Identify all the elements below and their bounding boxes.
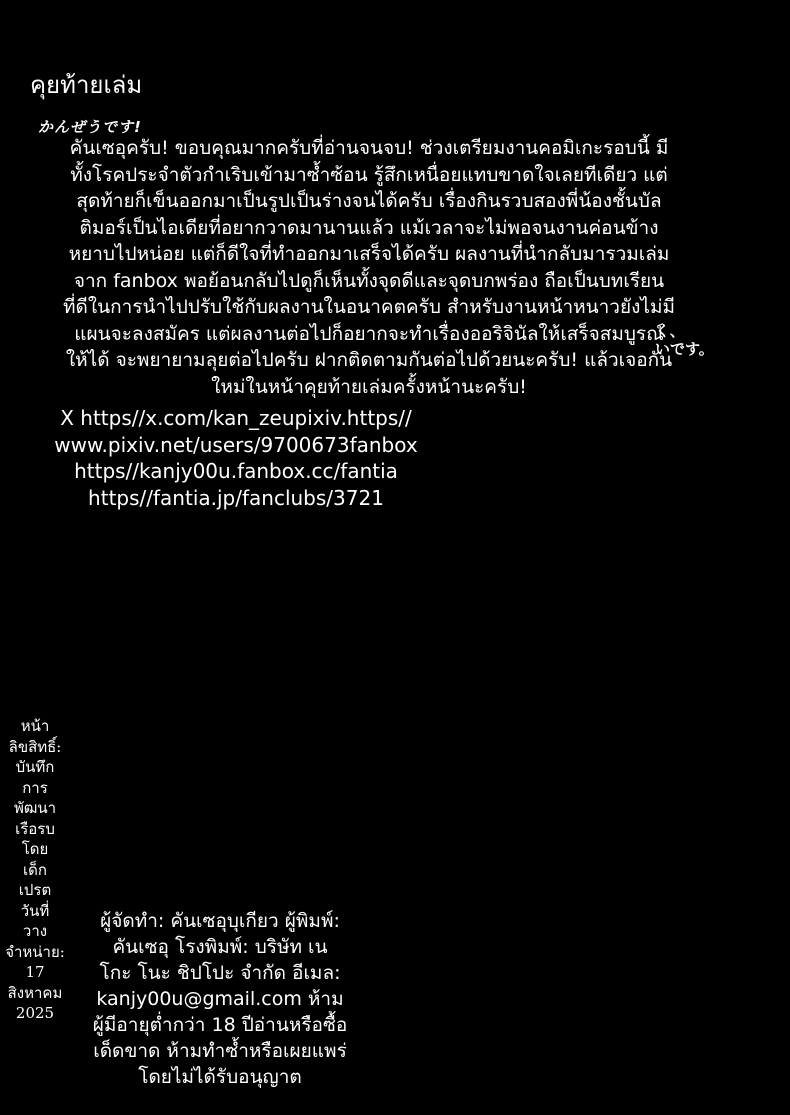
rights-line: บันทึก [15,758,55,776]
rights-line: 2025 [15,1004,55,1022]
credits-line: kanjy00u@gmail.com ห้าม [96,988,344,1010]
link-line: www.pixiv.net/users/9700673fanbox [54,432,418,457]
publication-credits [75,908,365,1090]
rights-line: 17 [25,963,45,981]
link-line: X https//x.com/kan_zeupixiv.https// [60,406,412,430]
page-title: คุยท้ายเล่ม [30,71,143,99]
afterword-message [24,135,714,400]
rights-line: ลิขสิทธิ์: [8,737,62,756]
rights-line: เรือรบ [15,819,55,838]
message-line: ติมอร์เป็นไอเดียที่อยากวาดมานานแล้ว แม้เวลาจะไม่พอจนงานค่อนข้าง [79,216,659,239]
rights-line: โดย [21,840,49,858]
message-line: แผนจะลงสมัคร แต่ผลงานต่อไปก็อยากจะทำเรื่องออริจินัลให้เสร็จสมบูรณ์ [74,322,664,345]
message-line: ที่ดีในการนำไปปรับใช้กับผลงานในอนาคตครับ สำหรับงานหน้าหนาวยังไม่มี [63,296,675,318]
message-line: หยาบไปหน่อย แต่ก็ดีใจที่ทำออกมาเสร็จได้ครับ ผลงานที่นำกลับมารวมเล่ม [68,243,670,265]
rights-line: สิงหาคม [7,983,63,1002]
message-line: ทั้งโรคประจำตัวกำเริบเข้ามาซ้ำซ้อน รู้สึกเหนื่อยแทบขาดใจเลยทีเดียว แต่ [70,163,668,186]
link-line: https//fantia.jp/fanclubs/3721 [88,485,384,510]
rights-line: จำหน่าย: [5,942,65,961]
japanese-side-line: く、 [655,322,685,340]
message-line: สุดท้ายก็เข็นออกมาเป็นรูปเป็นร่างจนได้ครับ เรื่องกินรวบสองพี่น้องชั้นบัล [76,190,662,212]
rights-line: พัฒนา [13,799,57,817]
credits-line: เด็ดขาด ห้ามทำซ้ำหรือเผยแพร่ [93,1040,347,1062]
message-line: จาก fanbox พอย้อนกลับไปดูก็เห็นทั้งจุดดีและจุดบกพร่อง ถือเป็นบทเรียน [73,269,665,292]
rights-line: วาง [22,922,48,940]
credits-line: ผู้จัดทำ: คันเซอุบุเกียว ผู้พิมพ์: [100,910,340,932]
rights-line: หน้า [20,717,50,735]
social-links [36,405,436,511]
credits-line: โกะ โนะ ชิปโปะ จำกัด อีเมล: [99,962,341,984]
japanese-greeting-stamp: かんぜうです! [38,118,142,136]
link-line: https//kanjy00u.fanbox.cc/fantia [74,459,398,483]
credits-line: ผู้มีอายุต่ำกว่า 18 ปีอ่านหรือซื้อ [92,1014,348,1036]
rights-line: การ [22,778,48,797]
rights-line: เด็ก [23,860,47,879]
message-line: ให้ได้ จะพยายามลุยต่อไปครับ ฝากติดตามกันต่อไปด้วยนะครับ! แล้วเจอกัน [65,349,673,371]
copyright-column [0,716,70,1024]
rights-line: เปรต [18,881,52,899]
credits-line: คันเซอุ โรงพิมพ์: บริษัท เน [112,936,328,958]
message-line: คันเซอุครับ! ขอบคุณมากครับที่อ่านจนจบ! ช่วงเตรียมงานคอมิเกะรอบนี้ มี [69,137,669,159]
credits-line: โดยไม่ได้รับอนุญาต [138,1066,302,1088]
japanese-side-text [655,322,714,358]
japanese-side-line: いです。 [655,340,714,358]
rights-line: วันที่ [20,901,50,920]
message-line: ใหม่ในหน้าคุยท้ายเล่มครั้งหน้านะครับ! [211,375,527,398]
